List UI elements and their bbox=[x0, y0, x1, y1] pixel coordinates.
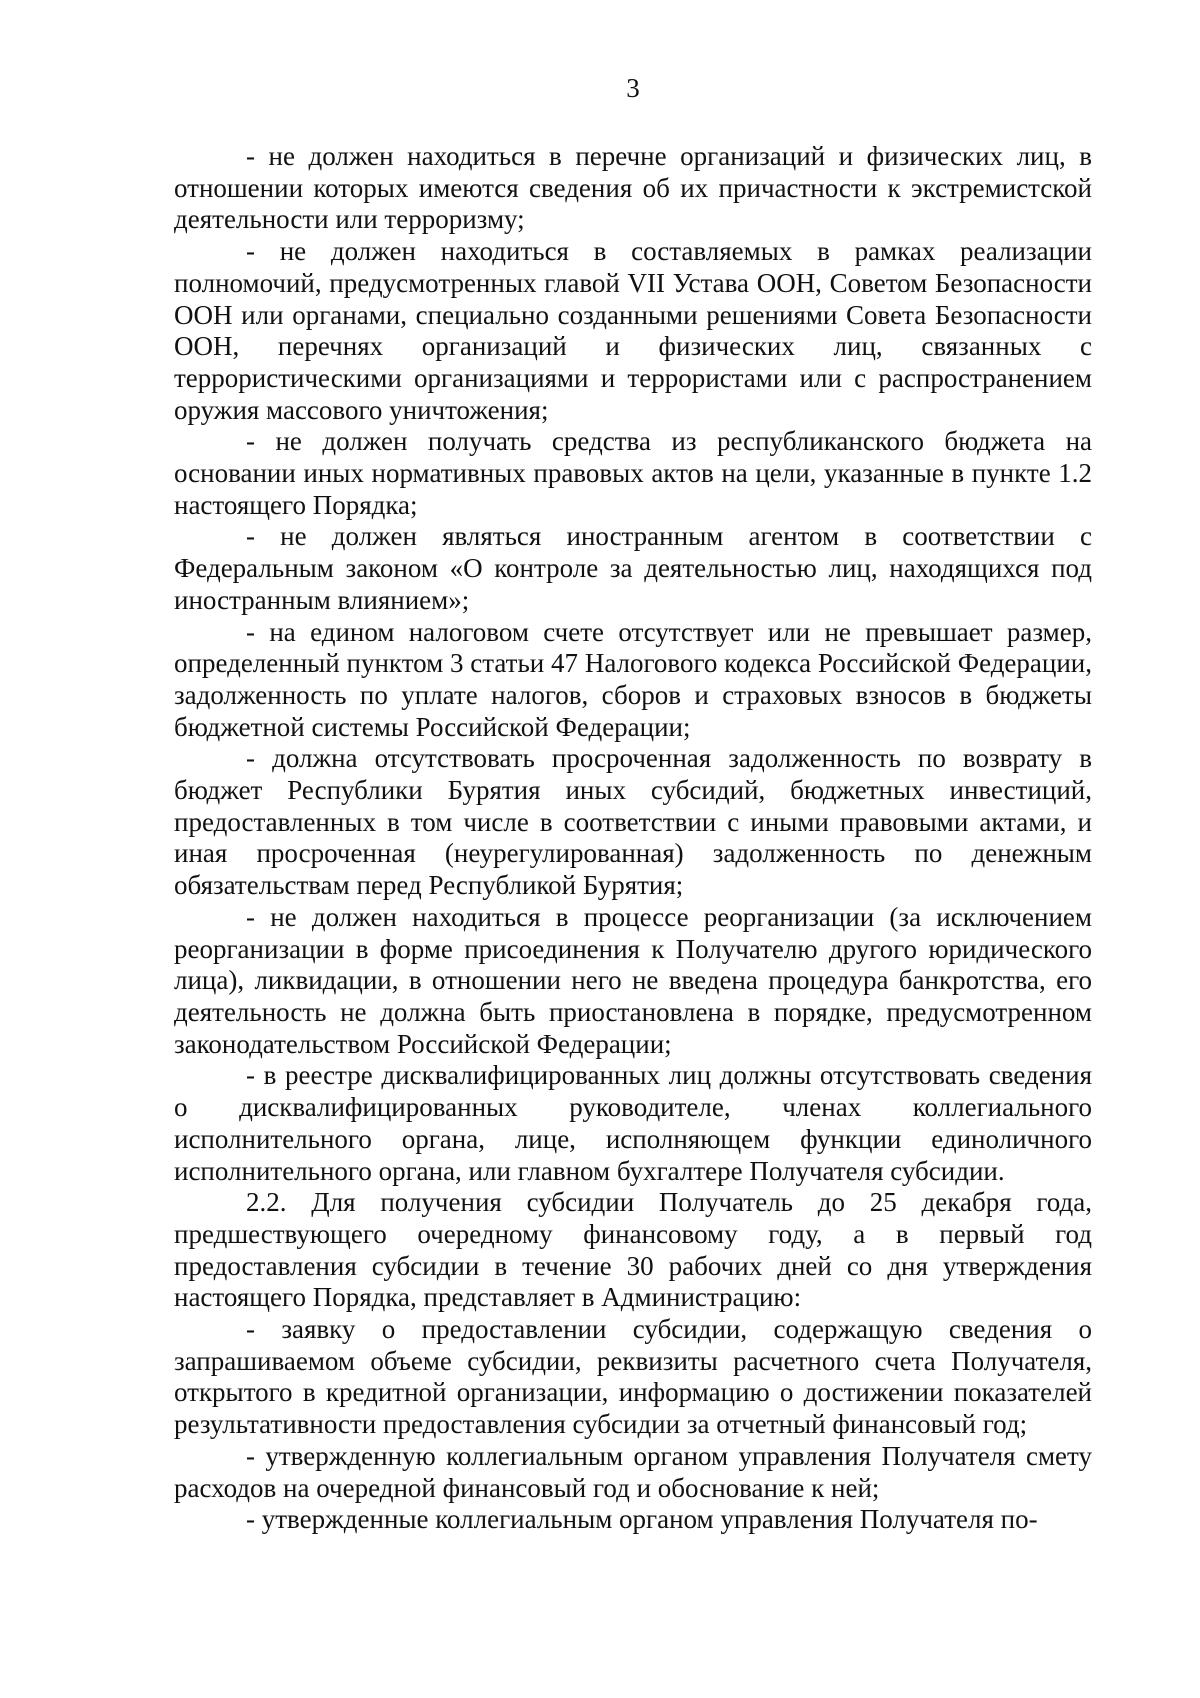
paragraph: - утвержденные коллегиальным органом управления Получателя по- bbox=[246, 1504, 1038, 1535]
paragraph: - не должен находиться в составляемых в рамках реализации полномочий, предусмотренных главой VII Устава ООН, Советом Безопасности ООН или органами, специально созданными решениями Совета Безопасности ООН, перечнях организаций и физических лиц, связанных с террористическими организациями и террористами или с распространением оружия массового уничтожения; bbox=[174, 236, 1092, 425]
paragraph: - на едином налоговом счете отсутствует или не превышает размер, определенный пунктом 3 статьи 47 Налогового кодекса Российской Федерации, задолженность по уплате налогов, сборов и страховых взносов в бюджеты бюджетной системы Российской Федерации; bbox=[174, 616, 1092, 742]
paragraph: - в реестре дисквалифицированных лиц должны отсутствовать сведения о дисквалифицированных руководителе, членах коллегиального исполнительного органа, лице, исполняющем функции единоличного исполнительного органа, или главном бухгалтере Получателя субсидии. bbox=[174, 1060, 1092, 1186]
document-page bbox=[174, 0, 1092, 1698]
paragraph: 2.2. Для получения субсидии Получатель до 25 декабря года, предшествующего очередному финансовому году, а в первый год предоставления субсидии в течение 30 рабочих дней со дня утверждения настоящего Порядка, представляет в Администрацию: bbox=[174, 1187, 1092, 1313]
page-number: 3 bbox=[626, 73, 640, 103]
paragraph: - не должен получать средства из республиканского бюджета на основании иных нормативных правовых актов на цели, указанные в пункте 1.2 настоящего Порядка; bbox=[174, 426, 1092, 520]
paragraph: - должна отсутствовать просроченная задолженность по возврату в бюджет Республики Бурятия иных субсидий, бюджетных инвестиций, предоставленных в том числе в соответствии с иными правовыми актами, и иная просроченная (неурегулированная) задолженность по денежным обязательствам перед Республикой Бурятия; bbox=[174, 743, 1092, 901]
paragraph: - не должен находиться в перечне организаций и физических лиц, в отношении которых имеются сведения об их причастности к экстремистской деятельности или терроризму; bbox=[174, 141, 1092, 235]
body-text bbox=[174, 141, 1092, 1536]
paragraph: - не должен являться иностранным агентом в соответствии с Федеральным законом «О контроле за деятельностью лиц, находящихся под иностранным влиянием»; bbox=[174, 521, 1092, 615]
paragraph: - заявку о предоставлении субсидии, содержащую сведения о запрашиваемом объеме субсидии, реквизиты расчетного счета Получателя, открытого в кредитной организации, информацию о достижении показателей результативности предоставления субсидии за отчетный финансовый год; bbox=[174, 1314, 1092, 1440]
paragraph: - не должен находиться в процессе реорганизации (за исключением реорганизации в форме присоединения к Получателю другого юридического лица), ликвидации, в отношении него не введена процедура банкротства, его деятельность не должна быть приостановлена в порядке, предусмотренном законодательством Российской Федерации; bbox=[174, 901, 1092, 1059]
paragraph: - утвержденную коллегиальным органом управления Получателя смету расходов на очередной финансовый год и обоснование к ней; bbox=[174, 1440, 1092, 1503]
